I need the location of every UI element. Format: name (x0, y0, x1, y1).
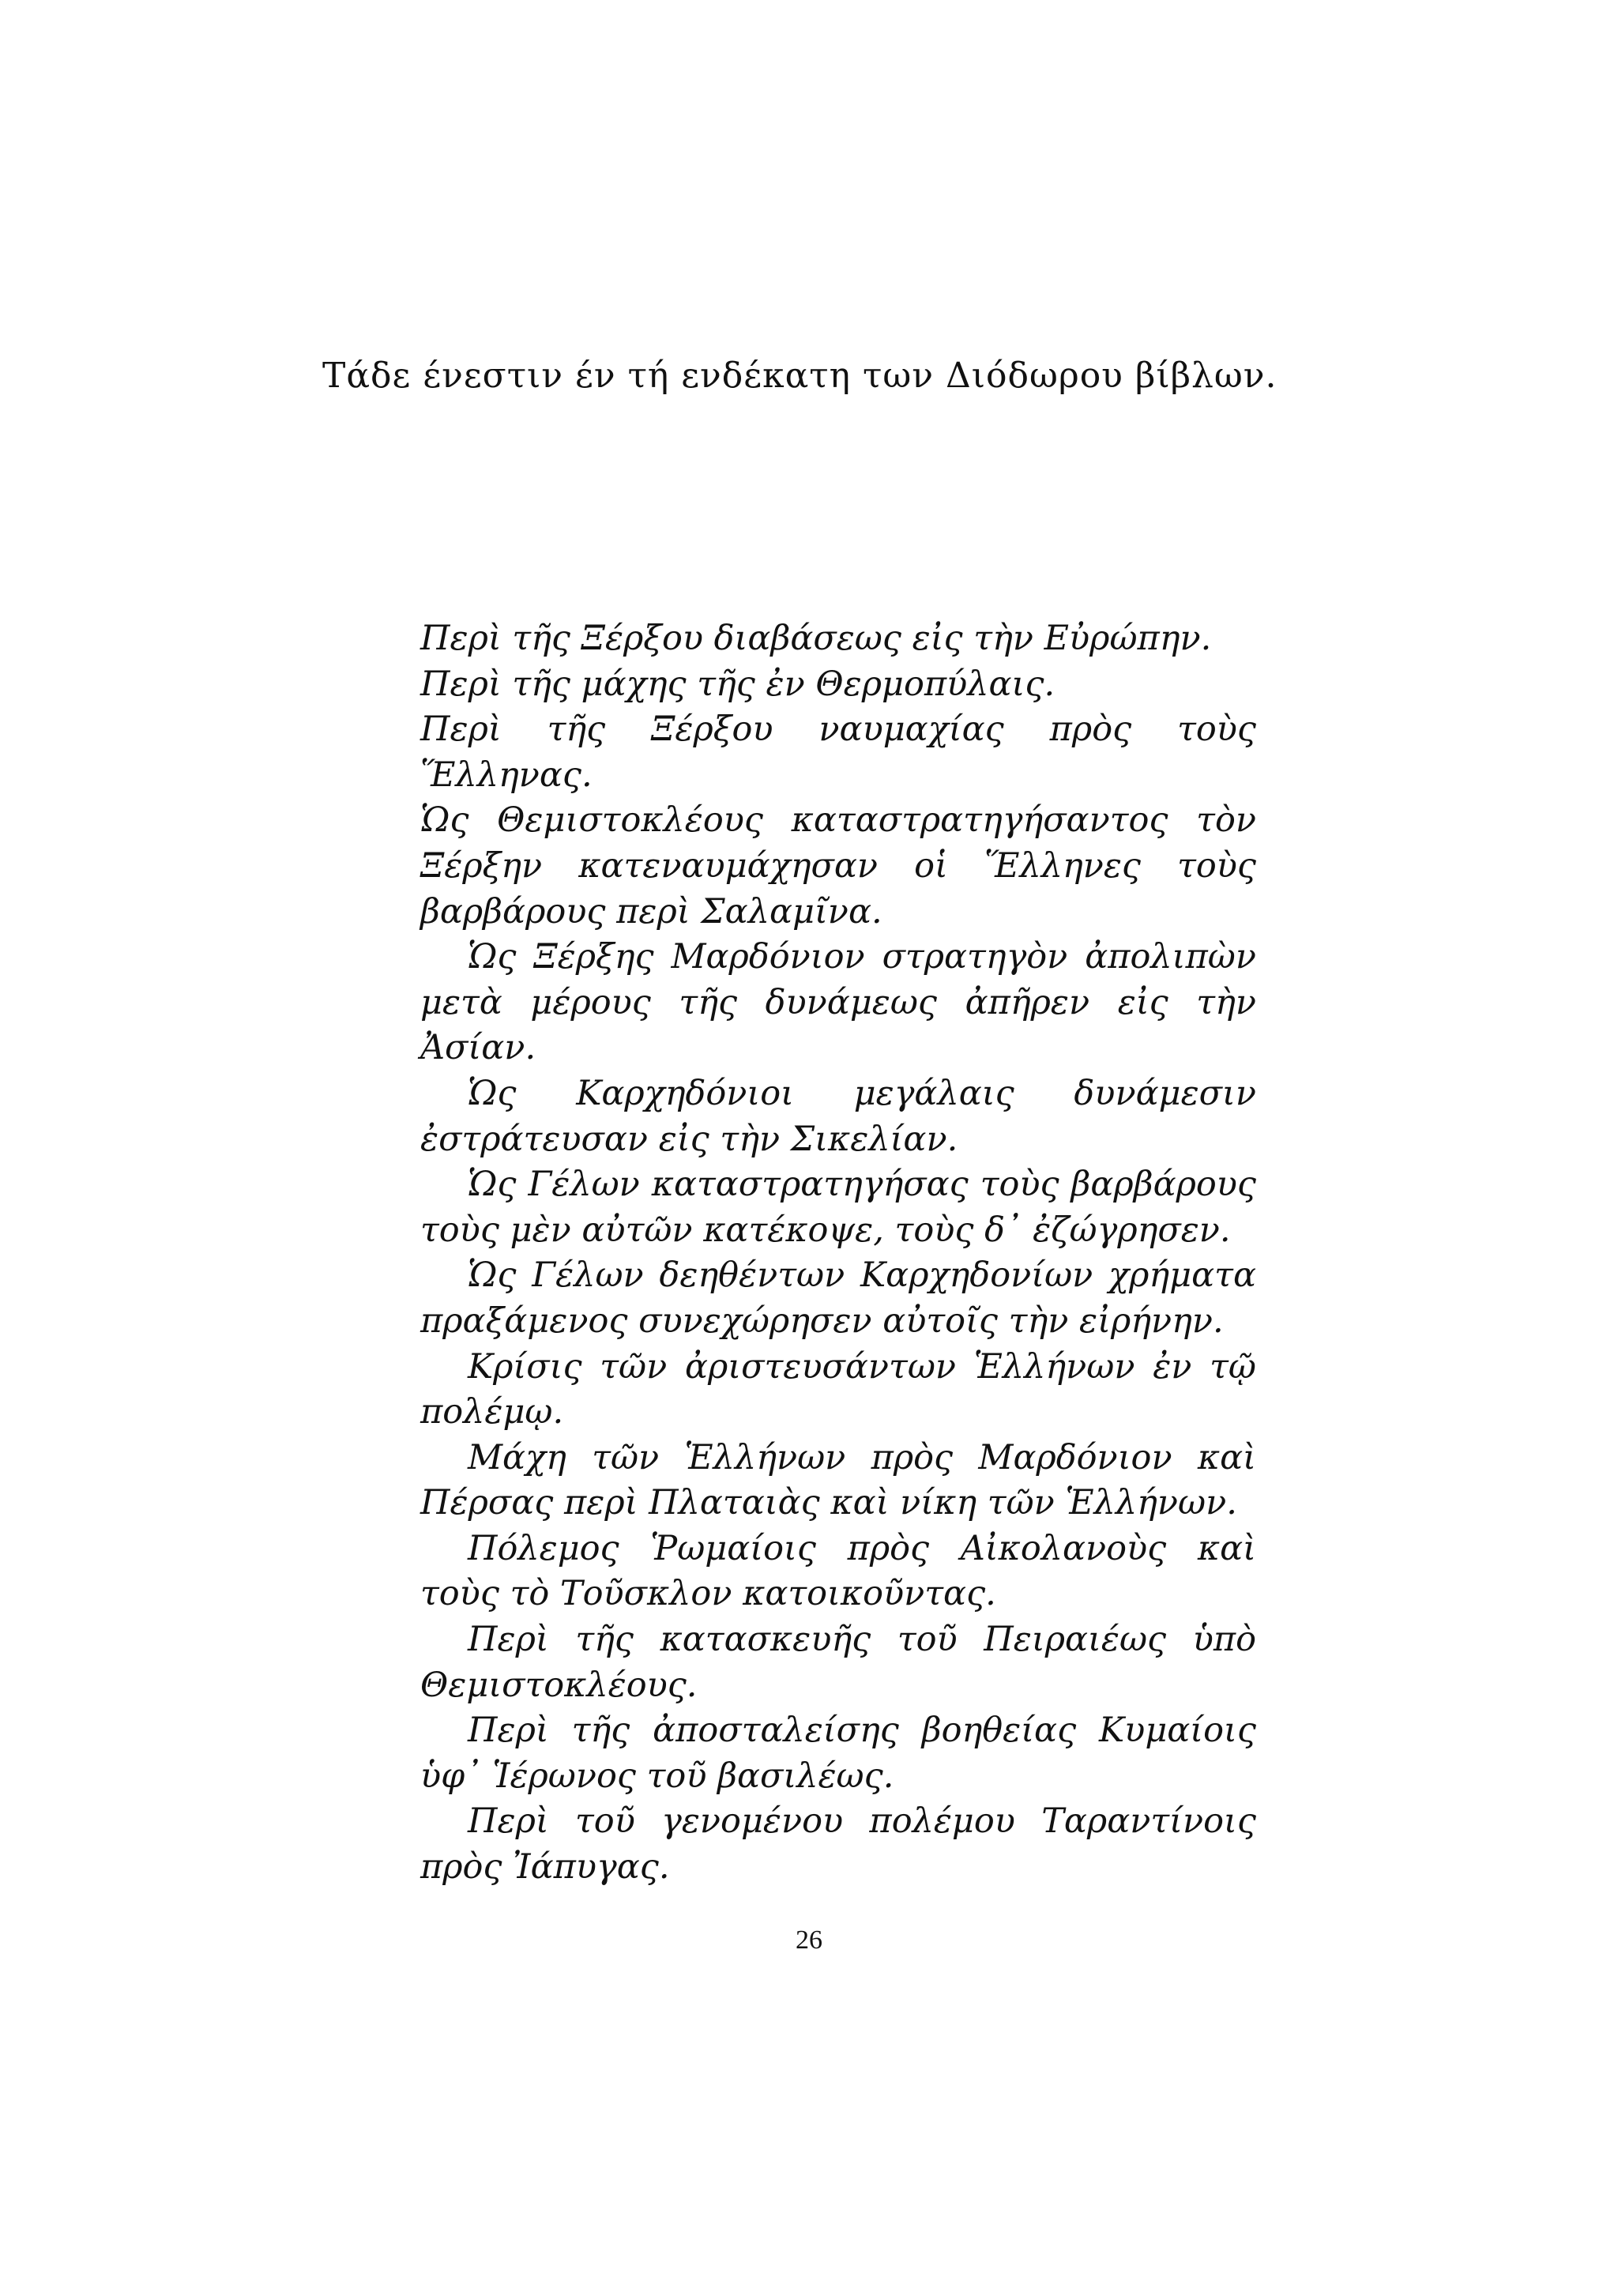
toc-entry: Περὶ τῆς ἀποσταλείσης βοηθείας Κυμαίοις ὑφ᾽ Ἱέρωνος τοῦ βασιλέως. (420, 1711, 1256, 1796)
toc-entry: Ὡς Γέλων δεηθέντων Καρχηδονίων χρήματα πραξάμενος συνεχώρησεν αὐτοῖς τὴν εἰρήνην. (420, 1255, 1256, 1341)
toc-entry: Ὡς Ξέρξης Μαρδόνιον στρατηγὸν ἀπολιπὼν μετὰ μέρους τῆς δυνάμεως ἀπῆρεν εἰς τὴν Ἀσίαν. (420, 937, 1256, 1068)
toc-entry: Περὶ τῆς κατασκευῆς τοῦ Πειραιέως ὑπὸ Θεμιστοκλέους. (420, 1620, 1256, 1705)
page-heading: Τάδε ένεστιν έν τή ενδέκατη των Διόδωρου βίβλων. (322, 356, 1277, 396)
toc-entry: Περὶ τοῦ γενομένου πολέμου Ταραντίνοις πρὸς Ἰάπυγας. (420, 1801, 1256, 1888)
toc-entry: Μάχη τῶν Ἑλλήνων πρὸς Μαρδόνιον καὶ Πέρσας περὶ Πλαταιὰς καὶ νίκη τῶν Ἑλλήνων. (420, 1437, 1256, 1523)
table-of-contents (420, 616, 1256, 1891)
toc-entry: Πόλεμος Ῥωμαίοις πρὸς Αἰκολανοὺς καὶ τοὺς τὸ Τοῦσκλον κατοικοῦντας. (420, 1528, 1256, 1614)
toc-entry: Περὶ τῆς Ξέρξου ναυμαχίας πρὸς τοὺς Ἕλληνας. (420, 710, 1256, 795)
toc-entry: Περὶ τῆς μάχης τῆς ἐν Θερμοπύλαις. (420, 664, 1055, 704)
toc-entry: Ὡς Γέλων καταστρατηγήσας τοὺς βαρβάρους τοὺς μὲν αὐτῶν κατέκοψε, τοὺς δ᾽ ἐζώγρησεν. (420, 1165, 1256, 1250)
toc-entry: Κρίσις τῶν ἀριστευσάντων Ἑλλήνων ἐν τῷ πολέμῳ. (420, 1346, 1256, 1432)
toc-entry: Ὡς Θεμιστοκλέους καταστρατηγήσαντος τὸν Ξέρξην κατεναυμάχησαν οἱ Ἕλληνες τοὺς βαρβάρους περὶ Σαλαμῖνα. (420, 800, 1256, 932)
page-number: 26 (796, 1925, 822, 1955)
toc-entry: Περὶ τῆς Ξέρξου διαβάσεως εἰς τὴν Εὐρώπην. (420, 619, 1212, 658)
toc-entry: Ὡς Καρχηδόνιοι μεγάλαις δυνάμεσιν ἐστράτευσαν εἰς τὴν Σικελίαν. (420, 1073, 1256, 1159)
